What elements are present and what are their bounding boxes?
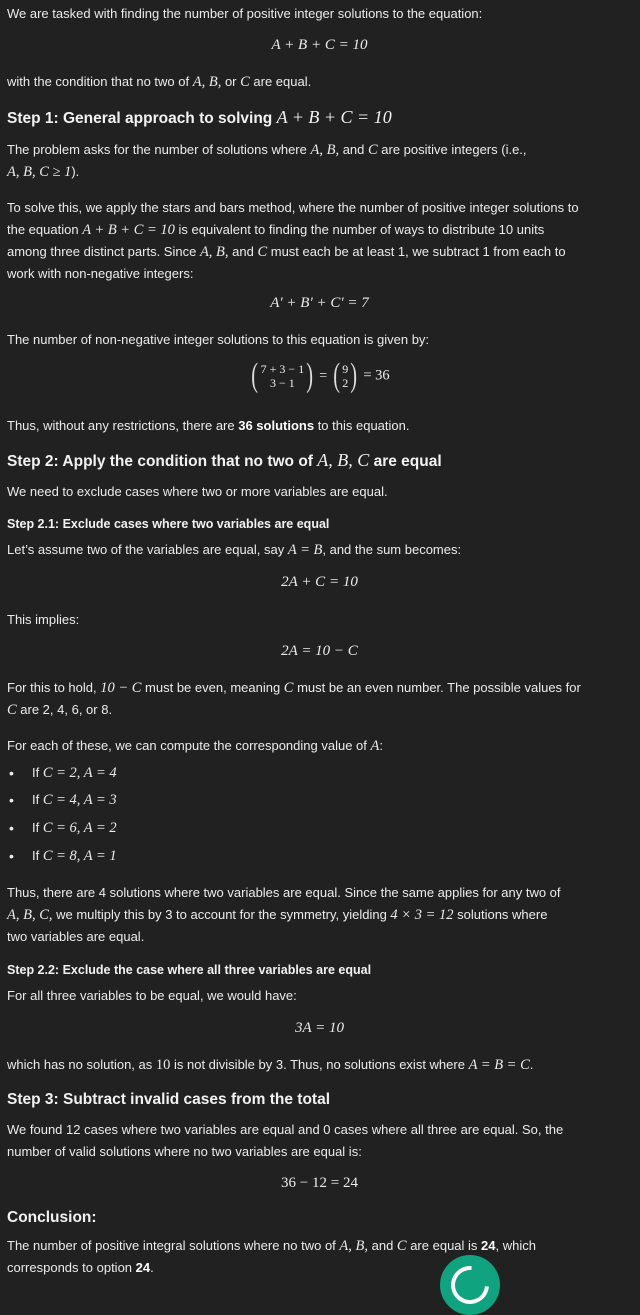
- step2-heading-text: Step 2: Apply the condition that no two of: [7, 453, 318, 470]
- step2-para3: This implies:: [7, 612, 80, 627]
- step1-heading: [7, 106, 392, 130]
- step3-p1-a: We found 12 cases where two variables are equal and 0 cases where all three are equal. So, the: [7, 1122, 564, 1137]
- step2-p4-pre: For this to hold,: [7, 680, 101, 695]
- equation-main: A + B + C = 10: [271, 37, 368, 53]
- step1-para2: [7, 197, 632, 285]
- paren-close-icon: ): [350, 357, 358, 394]
- step2-p6-b-post: solutions where: [453, 907, 548, 922]
- step2-heading-end: are equal: [369, 453, 442, 470]
- step2-p2-pre: Let’s assume two of the variables are equal, say: [7, 542, 288, 557]
- bullet-icon: •: [9, 820, 14, 836]
- step2-p2-post: , and the sum becomes:: [322, 542, 462, 557]
- binomial-equation: ( 7 + 3 − 1 3 − 1 ) = ( 9 2 ) = 36: [7, 359, 632, 399]
- step1-p2-c-and: and: [228, 244, 258, 259]
- conclusion-p1-and: and: [368, 1238, 397, 1253]
- step1-p2-b-pre: the equation: [7, 222, 83, 237]
- conclusion-p1-post: , which: [495, 1238, 536, 1253]
- conclusion-p1-bold: 24: [481, 1238, 496, 1253]
- bullet-icon: •: [9, 848, 14, 864]
- step1-p1-and: and: [339, 142, 368, 157]
- step1-p2-c-pre: among three distinct parts. Since: [7, 244, 200, 259]
- step1-p2-c-c: C: [257, 244, 268, 260]
- step1-p1-vars: A, B,: [310, 142, 340, 158]
- binom1-top: 7 + 3 − 1: [260, 362, 305, 376]
- conclusion-p2-post: .: [150, 1260, 154, 1275]
- step2-p4-mid: must be even, meaning: [141, 680, 284, 695]
- step2-p8-math: 10: [155, 1057, 171, 1073]
- step1-heading-text: Step 1: General approach to solving: [7, 110, 277, 127]
- step2-p5-post: :: [379, 738, 383, 753]
- condition-or: or: [221, 74, 241, 89]
- step1-p1-line2: A, B, C ≥ 1: [7, 164, 72, 180]
- conclusion-para: [7, 1235, 632, 1279]
- step1-p2-b-math: A + B + C = 10: [82, 222, 175, 238]
- equation-2a-c: 2A + C = 10: [281, 574, 358, 590]
- step2-p8-post: .: [529, 1057, 534, 1072]
- equation-2a: 2A = 10 − C: [281, 643, 358, 659]
- step2-p4-line2-c: C: [7, 702, 17, 718]
- step3-p1-b: number of valid solutions where no two variables are equal is:: [7, 1144, 362, 1159]
- step2-p5-math: A: [370, 738, 380, 754]
- step2-para2: [7, 539, 632, 561]
- step2-p2-math: A = B: [287, 542, 323, 558]
- bullet-icon: •: [9, 792, 14, 808]
- equation-3a: 3A = 10: [294, 1020, 344, 1036]
- conclusion-p2-pre: corresponds to option: [7, 1260, 136, 1275]
- bullet-math: C = 6, A = 2: [42, 820, 117, 836]
- equation-shifted: A′ + B′ + C′ = 7: [270, 295, 369, 311]
- conclusion-p1-math: A, B,: [339, 1238, 368, 1254]
- step3-para1: [7, 1119, 632, 1163]
- step1-p2-c-math: A, B,: [199, 244, 229, 260]
- step2-p4-line2: are 2, 4, 6, or 8.: [16, 702, 113, 717]
- step1-p1-c: C: [368, 142, 378, 158]
- step2-p5-pre: For each of these, we can compute the corresponding value of: [7, 738, 371, 753]
- conclusion-p2-bold: 24: [135, 1260, 151, 1275]
- step2-p4-c: C: [283, 680, 294, 696]
- step2-para6: [7, 882, 632, 948]
- step1-p2-d: work with non-negative integers:: [7, 266, 194, 281]
- step2-p6-b-mid: we multiply this by 3 to account for the symmetry, yielding: [52, 907, 391, 922]
- paren-close-icon: ): [306, 357, 314, 394]
- step2-para5: [7, 735, 632, 757]
- binomial-1: [249, 359, 315, 393]
- step1-para1: [7, 139, 632, 183]
- step2-para8: [7, 1054, 632, 1076]
- step1-p2-c-post: must each be at least 1, we subtract 1 from each to: [267, 244, 566, 259]
- condition-text: [7, 71, 632, 93]
- conclusion-p1-c: C: [396, 1238, 407, 1254]
- step2-p8-mid: is not divisible by 3. Thus, no solutions exist where: [170, 1057, 469, 1072]
- conclusion-p1-pre: The number of positive integral solutions where no two of: [7, 1238, 340, 1253]
- bullet-math: C = 2, A = 4: [42, 765, 117, 781]
- equation-final: 36 − 12 = 24: [281, 1175, 358, 1191]
- step2-p4-math: 10 − C: [100, 680, 142, 696]
- step2-para7: For all three variables to be equal, we would have:: [7, 988, 297, 1003]
- step1-para4: [7, 415, 632, 437]
- bullet-pre: If: [32, 765, 43, 780]
- step1-p4-pre: Thus, without any restrictions, there are: [7, 418, 239, 433]
- step2-p6-c: two variables are equal.: [7, 929, 145, 944]
- bullet-math: C = 8, A = 1: [42, 848, 117, 864]
- step1-p1-post: are positive integers (i.e.,: [377, 142, 527, 157]
- step1-p4-bold: 36 solutions: [238, 418, 315, 433]
- intro-text: [7, 3, 632, 25]
- binom1-bottom: 3 − 1: [270, 376, 295, 390]
- bullet-pre: If: [32, 820, 43, 835]
- binom2-bottom: 2: [342, 376, 349, 390]
- step3-heading: Step 3: Subtract invalid cases from the total: [7, 1091, 330, 1108]
- assistant-logo-icon[interactable]: [440, 1255, 500, 1315]
- step1-para3: The number of non-negative integer solutions to this equation is given by:: [7, 332, 430, 347]
- step1-p1-line2-end: ).: [71, 164, 80, 179]
- conclusion-p1-mid: are equal is: [406, 1238, 482, 1253]
- step2-1-heading: Step 2.1: Exclude cases where two variables are equal: [7, 517, 330, 531]
- binomial-2: [331, 359, 360, 393]
- paren-open-icon: (: [333, 357, 340, 394]
- step2-p6-a: Thus, there are 4 solutions where two variables are equal. Since the same applies for any two of: [7, 885, 561, 900]
- step2-heading-math: A, B, C: [317, 450, 370, 470]
- step1-heading-math: A + B + C = 10: [276, 107, 392, 127]
- paren-open-icon: (: [251, 357, 259, 394]
- step2-p6-b-math2: 4 × 3 = 12: [390, 907, 454, 923]
- condition-post: are equal.: [249, 74, 312, 89]
- step1-p2-a: To solve this, we apply the stars and bars method, where the number of positive integer solutions to: [7, 200, 579, 215]
- step2-para4: [7, 677, 632, 721]
- conclusion-heading: Conclusion:: [7, 1209, 97, 1226]
- step2-para1: We need to exclude cases where two or more variables are equal.: [7, 484, 388, 499]
- step2-p6-b-math: A, B, C,: [7, 907, 53, 923]
- bullet-pre: If: [32, 848, 43, 863]
- condition-c: C: [240, 74, 250, 90]
- condition-pre: with the condition that no two of: [7, 74, 193, 89]
- condition-vars: A, B,: [192, 74, 222, 90]
- step1-p4-post: to this equation.: [314, 418, 410, 433]
- binom2-top: 9: [342, 362, 349, 376]
- step1-p2-b-post: is equivalent to finding the number of ways to distribute 10 units: [174, 222, 545, 237]
- step2-p4-post: must be an even number. The possible values for: [293, 680, 581, 695]
- intro-line: We are tasked with finding the number of positive integer solutions to the equation:: [7, 6, 483, 21]
- step2-p8-math2: A = B = C: [468, 1057, 530, 1073]
- step2-2-heading: Step 2.2: Exclude the case where all three variables are equal: [7, 963, 372, 977]
- step1-p1-pre: The problem asks for the number of solutions where: [7, 142, 311, 157]
- binom-result: = 36: [363, 367, 390, 384]
- step2-heading: [7, 449, 442, 473]
- bullet-icon: •: [9, 765, 14, 781]
- step2-p8-pre: which has no solution, as: [7, 1057, 156, 1072]
- bullet-math: C = 4, A = 3: [42, 792, 117, 808]
- bullet-pre: If: [32, 792, 43, 807]
